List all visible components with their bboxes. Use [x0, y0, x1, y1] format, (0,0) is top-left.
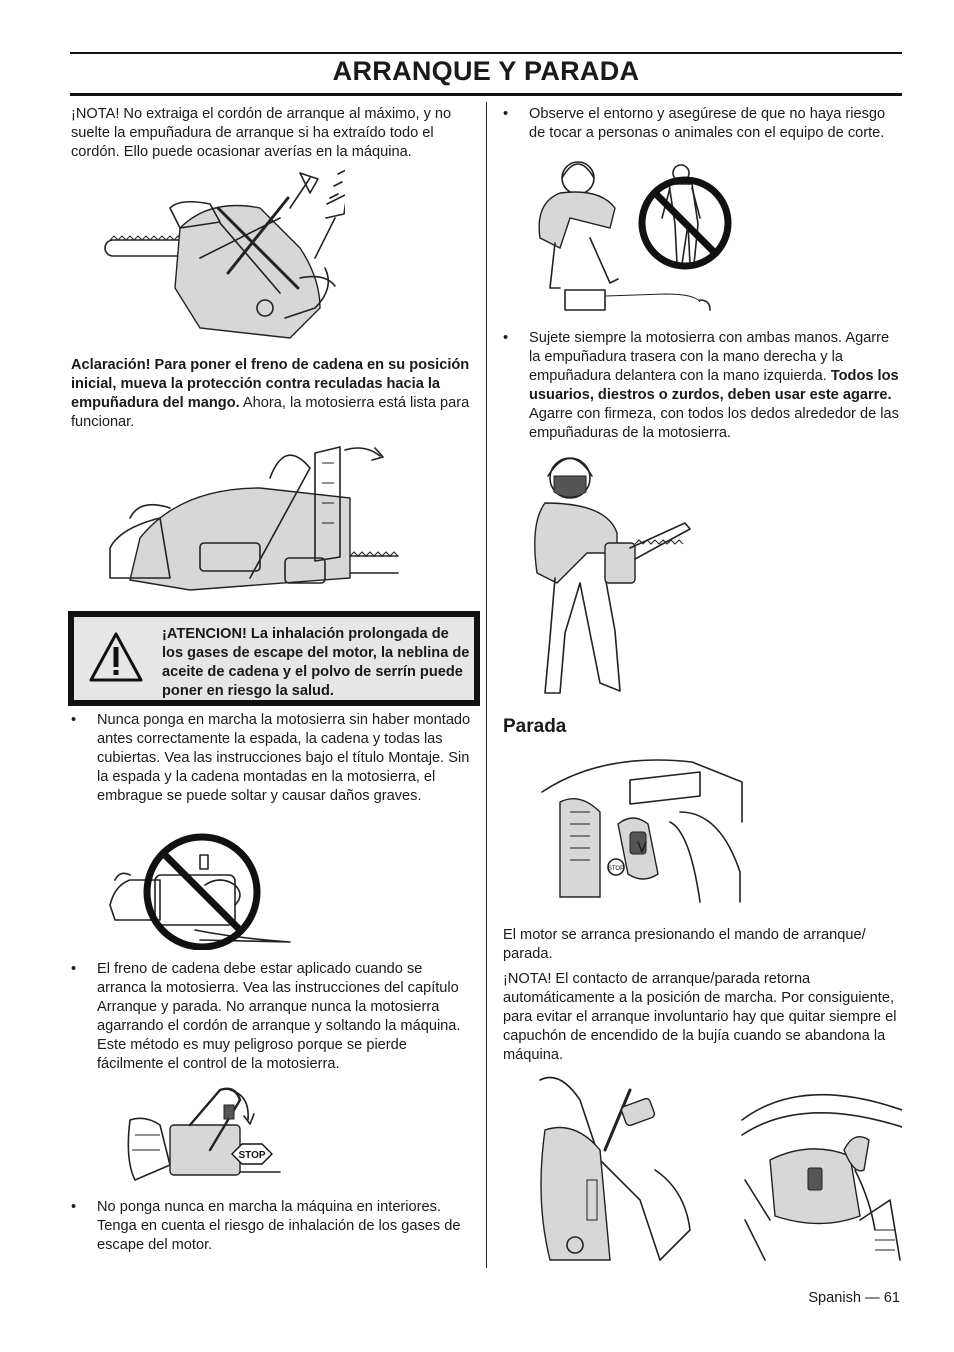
nota-starter-cord: ¡NOTA! No extraiga el cordón de arranque al máximo, y no suelte la empuñadura de arranque si ha extraído todo el cordón. Ello puede ocasionar averías en la máquina.: [71, 106, 452, 160]
spark-plug-cap-illustration: [535, 1070, 705, 1265]
warning-box: [68, 611, 480, 706]
header-rule-top: [70, 52, 902, 54]
chainsaw-chain-brake-illustration: [100, 438, 400, 608]
chain-brake-start-illustration: [120, 1080, 285, 1190]
header-rule-bottom: [70, 93, 902, 96]
stop-switch-illustration: [540, 752, 745, 904]
operator-holding-chainsaw-illustration: [530, 448, 695, 706]
chainsaw-starter-cord-illustration: [100, 168, 345, 346]
no-chainsaw-without-bar-illustration: [100, 830, 300, 950]
stop-label: STOP: [238, 1150, 266, 1161]
section-heading-parada: Parada: [503, 716, 567, 737]
warning-text: ¡ATENCION! La inhalación prolongada de los gases de escape del motor, la neblina de aceite de cadena y el polvo de serrín puede poner en riesgo la salud.: [162, 626, 470, 699]
column-divider: [486, 102, 487, 1268]
stop-switch-label: STOP: [607, 866, 625, 872]
motor-start-text: El motor se arranca presionando el mando de arranque/ parada.: [503, 927, 866, 962]
warning-triangle-icon: [88, 631, 144, 683]
aclaracion-chain-brake: Aclaración! Para poner el freno de cadena en su posición inicial, mueva la protección contra reculadas hacia la empuñadura del mango. Ahora, la motosierra está lista para funcionar.: [71, 357, 470, 430]
nota-stop-contact: ¡NOTA! El contacto de arranque/parada retorna automáticamente a la posición de marcha. Por consiguiente, para evitar el arranque involuntario hay que quitar siempre el capuchón de encendido de la bujía cuando se abandona la máquina.: [503, 971, 897, 1063]
page-number: Spanish — 61: [808, 1290, 900, 1306]
surroundings-safety-illustration: [530, 148, 740, 316]
page-title: ARRANQUE Y PARADA: [332, 56, 640, 86]
spark-plug-illustration: [740, 1080, 902, 1265]
